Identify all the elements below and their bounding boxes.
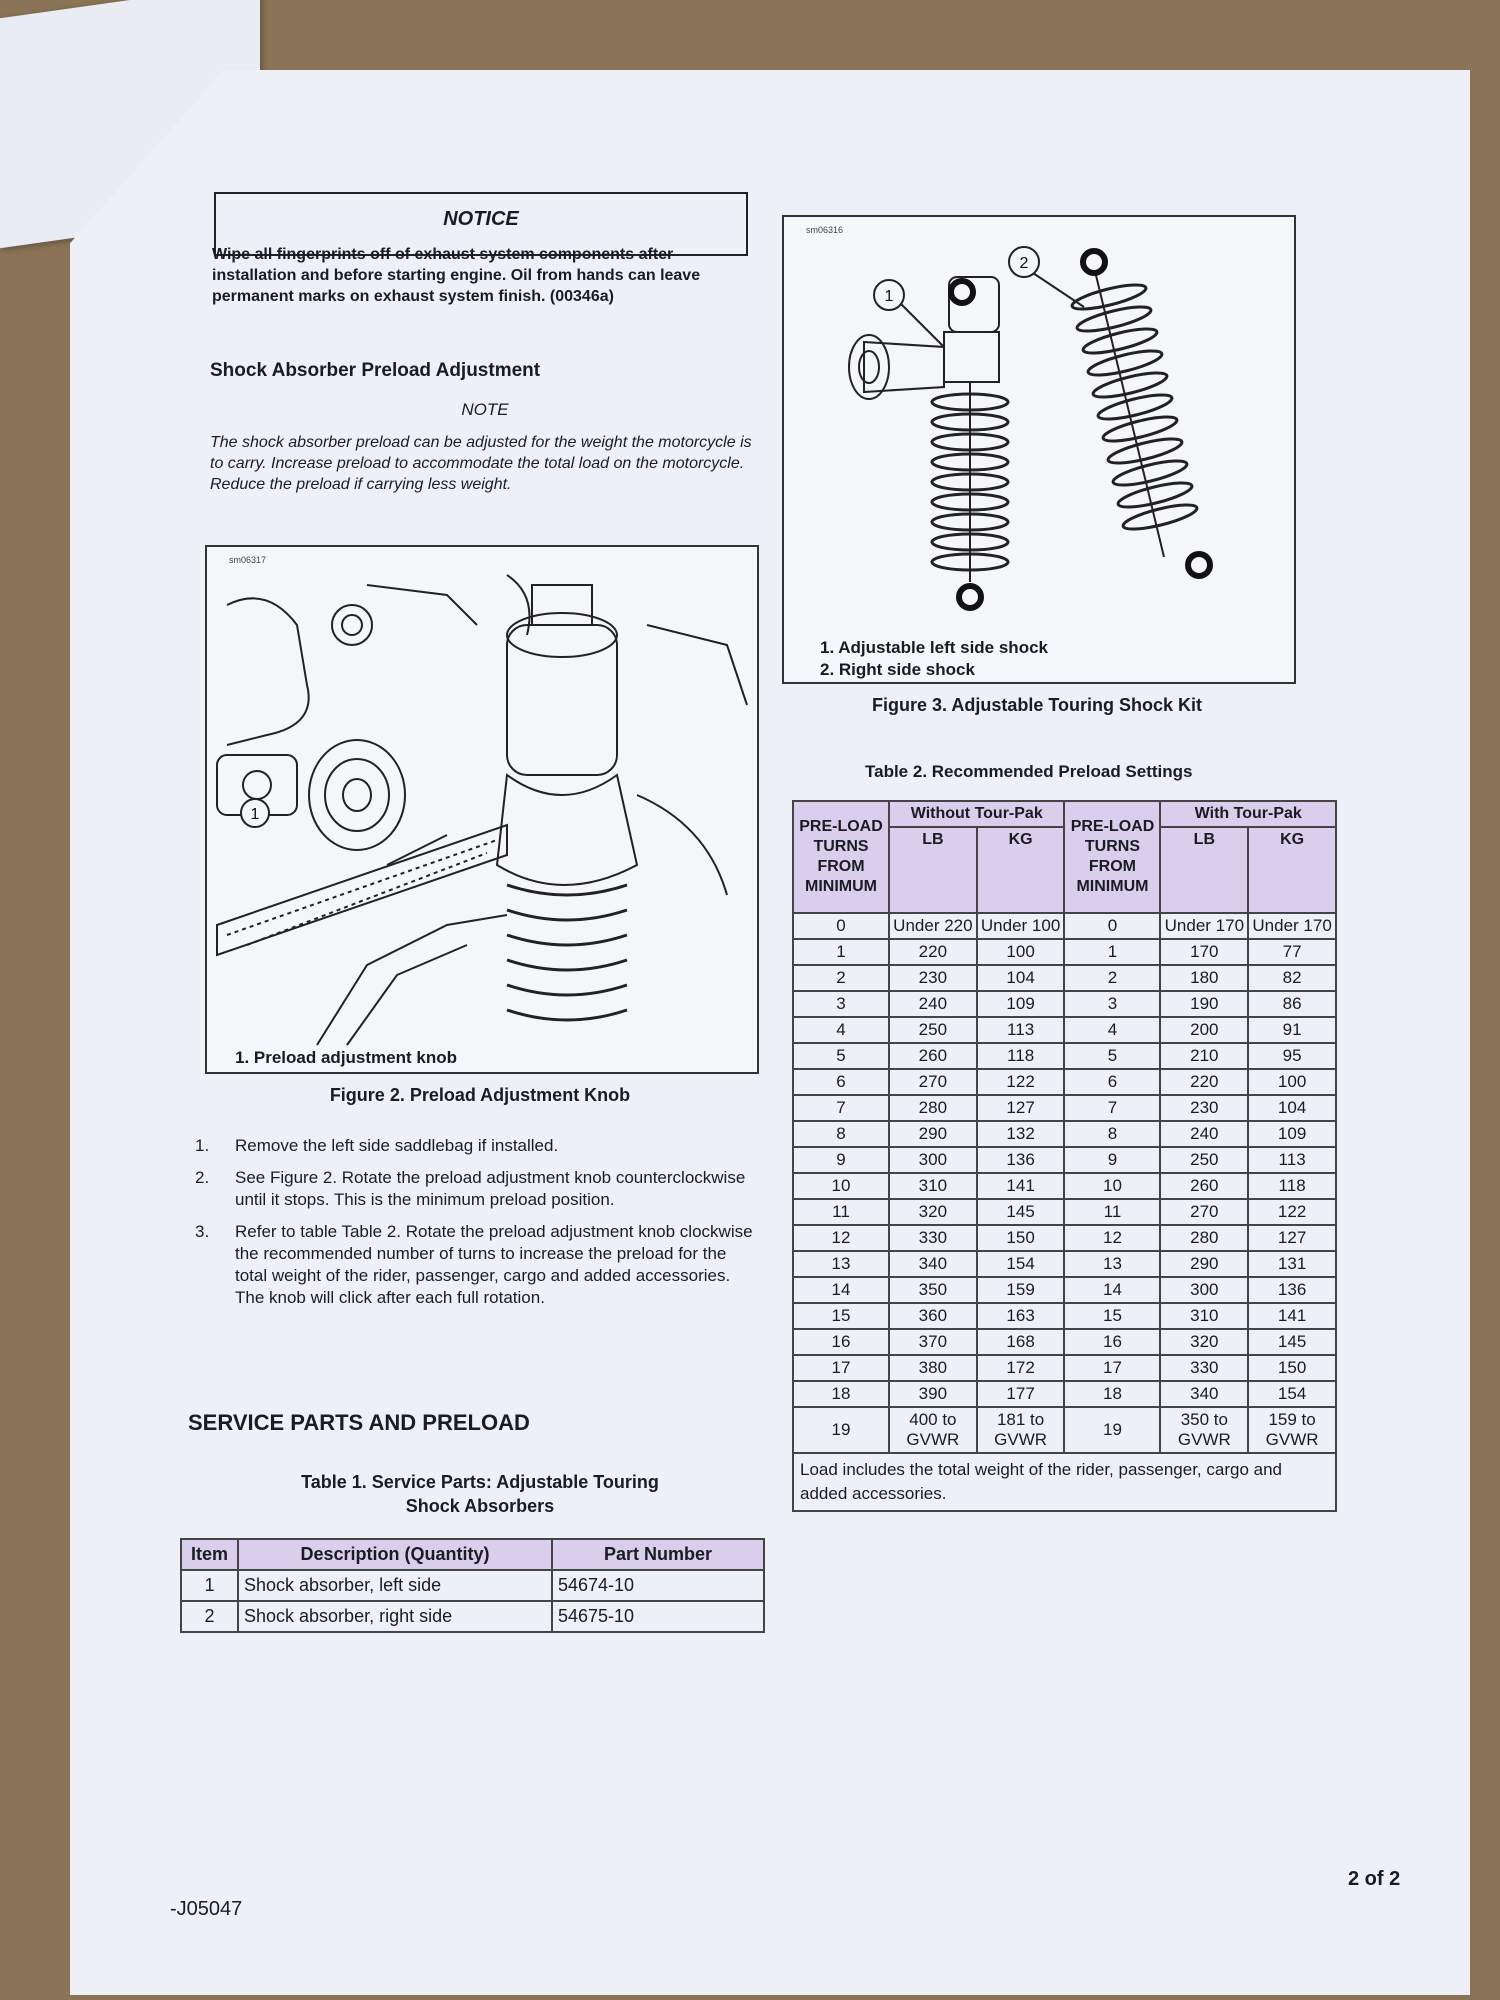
- table-cell: 14: [793, 1277, 889, 1303]
- table-row: [793, 1121, 1336, 1147]
- table-cell: 7: [1064, 1095, 1160, 1121]
- table-cell: 145: [977, 1199, 1065, 1225]
- table-row: [181, 1601, 764, 1632]
- step-text: Remove the left side saddlebag if installed.: [235, 1136, 559, 1155]
- table-cell: Under 170: [1160, 913, 1248, 939]
- table-row: [793, 1147, 1336, 1173]
- preload-knob-drawing: [207, 565, 753, 1055]
- table-1-title-line-1: Table 1. Service Parts: Adjustable Touring: [301, 1472, 659, 1492]
- table-cell: 109: [977, 991, 1065, 1017]
- table-cell: 122: [977, 1069, 1065, 1095]
- table-row: [793, 939, 1336, 965]
- table-2-header-preload-turns-with: PRE-LOAD TURNS FROM MINIMUM: [1064, 801, 1160, 913]
- table-cell: 100: [1248, 1069, 1336, 1095]
- figure-3-legend-1: 1. Adjustable left side shock: [820, 638, 1048, 657]
- notice-text: Wipe all fingerprints off of exhaust system components after installation and before starting engine. Oil from hands can leave permanent marks on exhaust system finish. (00346a): [212, 246, 701, 305]
- table-cell: 6: [793, 1069, 889, 1095]
- table-cell: 15: [793, 1303, 889, 1329]
- table-cell: 300: [1160, 1277, 1248, 1303]
- table-cell: 54675-10: [552, 1601, 764, 1632]
- table-cell: 270: [889, 1069, 977, 1095]
- table-cell: 240: [889, 991, 977, 1017]
- note-text: The shock absorber preload can be adjusted for the weight the motorcycle is to carry. Increase preload to accommodate the total load on the motorcycle. Reduce the preload if carrying less weight.: [210, 434, 752, 493]
- table-cell: Shock absorber, right side: [238, 1601, 552, 1632]
- step-item: [190, 1221, 760, 1309]
- figure-3-legend-2: 2. Right side shock: [820, 660, 975, 679]
- table-cell: 3: [1064, 991, 1160, 1017]
- preload-settings-table: [792, 800, 1337, 1512]
- step-item: [190, 1135, 760, 1157]
- table-cell: 8: [1064, 1121, 1160, 1147]
- table-cell: 290: [1160, 1251, 1248, 1277]
- table-cell: 260: [889, 1043, 977, 1069]
- table-1-title: [250, 1470, 710, 1518]
- table-cell: 340: [1160, 1381, 1248, 1407]
- table-cell: 1: [1064, 939, 1160, 965]
- figure-2-legend: 1. Preload adjustment knob: [235, 1048, 457, 1067]
- preload-heading: Shock Absorber Preload Adjustment: [210, 360, 541, 381]
- table-cell: 0: [1064, 913, 1160, 939]
- table-cell: 330: [889, 1225, 977, 1251]
- table-cell: 6: [1064, 1069, 1160, 1095]
- table-cell: 270: [1160, 1199, 1248, 1225]
- table-row: [793, 1043, 1336, 1069]
- table-cell: 141: [977, 1173, 1065, 1199]
- table-row: [181, 1570, 764, 1601]
- table-cell: 280: [1160, 1225, 1248, 1251]
- table-cell: 159: [977, 1277, 1065, 1303]
- step-text: Refer to table Table 2. Rotate the preload adjustment knob clockwise the recommended number of turns to increase the preload for the total weight of the rider, passenger, cargo and added accessories. The knob will click after each full rotation.: [235, 1222, 753, 1307]
- table-cell: 230: [1160, 1095, 1248, 1121]
- table-cell: 240: [1160, 1121, 1248, 1147]
- table-cell: 220: [889, 939, 977, 965]
- table-2-header-lb: LB: [889, 827, 977, 913]
- table-cell: 1: [793, 939, 889, 965]
- table-cell: 18: [793, 1381, 889, 1407]
- table-cell: 131: [1248, 1251, 1336, 1277]
- figure-3-caption: Figure 3. Adjustable Touring Shock Kit: [871, 695, 1203, 715]
- table-2-header-lb: LB: [1160, 827, 1248, 913]
- step-number: 3.: [195, 1222, 210, 1241]
- table-cell: 12: [1064, 1225, 1160, 1251]
- table-cell: 210: [1160, 1043, 1248, 1069]
- table-cell: Shock absorber, left side: [238, 1570, 552, 1601]
- table-2-title: Table 2. Recommended Preload Settings: [865, 762, 1193, 781]
- table-cell: 330: [1160, 1355, 1248, 1381]
- table-cell: 118: [977, 1043, 1065, 1069]
- table-cell: 5: [793, 1043, 889, 1069]
- table-cell: 82: [1248, 965, 1336, 991]
- table-cell: 136: [977, 1147, 1065, 1173]
- table-row: [793, 991, 1336, 1017]
- table-cell: 8: [793, 1121, 889, 1147]
- step-item: [190, 1167, 760, 1211]
- table-row: [793, 1407, 1336, 1453]
- figure-2-id: sm06317: [229, 555, 267, 565]
- table-cell: 4: [793, 1017, 889, 1043]
- note-title: NOTE: [461, 400, 509, 419]
- table-row: [793, 1199, 1336, 1225]
- table-cell: 163: [977, 1303, 1065, 1329]
- table-cell: 177: [977, 1381, 1065, 1407]
- table-cell: 181 to GVWR: [977, 1407, 1065, 1453]
- table-cell: 17: [1064, 1355, 1160, 1381]
- table-2-header-without-tour-pak: Without Tour-Pak: [889, 801, 1064, 827]
- table-cell: 320: [1160, 1329, 1248, 1355]
- table-cell: 127: [1248, 1225, 1336, 1251]
- table-cell: 11: [793, 1199, 889, 1225]
- table-row: [793, 913, 1336, 939]
- table-cell: 370: [889, 1329, 977, 1355]
- table-cell: 11: [1064, 1199, 1160, 1225]
- table-cell: 172: [977, 1355, 1065, 1381]
- table-cell: 5: [1064, 1043, 1160, 1069]
- table-cell: 310: [889, 1173, 977, 1199]
- procedure-steps: [190, 1135, 760, 1319]
- table-cell: 4: [1064, 1017, 1160, 1043]
- table-cell: 260: [1160, 1173, 1248, 1199]
- table-cell: Under 170: [1248, 913, 1336, 939]
- table-cell: 290: [889, 1121, 977, 1147]
- figure-3-callout-2: 2: [1019, 255, 1029, 272]
- table-row: [793, 1303, 1336, 1329]
- table-cell: 250: [889, 1017, 977, 1043]
- table-cell: 19: [793, 1407, 889, 1453]
- table-cell: 136: [1248, 1277, 1336, 1303]
- table-cell: 13: [793, 1251, 889, 1277]
- table-cell: 18: [1064, 1381, 1160, 1407]
- table-cell: 12: [793, 1225, 889, 1251]
- table-cell: 109: [1248, 1121, 1336, 1147]
- table-cell: 13: [1064, 1251, 1160, 1277]
- service-parts-table: [180, 1538, 765, 1633]
- table-cell: 3: [793, 991, 889, 1017]
- table-cell: 170: [1160, 939, 1248, 965]
- table-2-header-kg: KG: [1248, 827, 1336, 913]
- table-cell: 400 to GVWR: [889, 1407, 977, 1453]
- page-number: 2 of 2: [1348, 1868, 1401, 1890]
- table-cell: 113: [977, 1017, 1065, 1043]
- table-cell: 150: [1248, 1355, 1336, 1381]
- table-cell: 320: [889, 1199, 977, 1225]
- table-cell: 91: [1248, 1017, 1336, 1043]
- table-row: [793, 1329, 1336, 1355]
- table-cell: 16: [793, 1329, 889, 1355]
- table-1-header-part-number: Part Number: [552, 1539, 764, 1570]
- table-row: [793, 1277, 1336, 1303]
- figure-2-caption: Figure 2. Preload Adjustment Knob: [329, 1085, 631, 1105]
- table-cell: 100: [977, 939, 1065, 965]
- table-cell: 54674-10: [552, 1570, 764, 1601]
- table-cell: 159 to GVWR: [1248, 1407, 1336, 1453]
- table-1-title-line-2: Shock Absorbers: [405, 1496, 555, 1516]
- table-cell: 86: [1248, 991, 1336, 1017]
- table-cell: 7: [793, 1095, 889, 1121]
- table-2-footnote: Load includes the total weight of the rider, passenger, cargo and added accessories.: [793, 1453, 1336, 1511]
- table-1-header-item: Item: [181, 1539, 238, 1570]
- table-cell: 141: [1248, 1303, 1336, 1329]
- table-cell: 360: [889, 1303, 977, 1329]
- table-row: [793, 1251, 1336, 1277]
- step-number: 2.: [195, 1168, 210, 1187]
- table-row: [793, 1381, 1336, 1407]
- figure-2-illustration: [205, 545, 759, 1074]
- table-cell: 16: [1064, 1329, 1160, 1355]
- table-2-header-kg: KG: [977, 827, 1065, 913]
- table-cell: 380: [889, 1355, 977, 1381]
- table-2-header-preload-turns: PRE-LOAD TURNS FROM MINIMUM: [793, 801, 889, 913]
- table-cell: 154: [1248, 1381, 1336, 1407]
- table-cell: 350: [889, 1277, 977, 1303]
- table-cell: 340: [889, 1251, 977, 1277]
- table-cell: 10: [1064, 1173, 1160, 1199]
- table-cell: 17: [793, 1355, 889, 1381]
- table-cell: 14: [1064, 1277, 1160, 1303]
- table-cell: 15: [1064, 1303, 1160, 1329]
- table-cell: 390: [889, 1381, 977, 1407]
- table-cell: 2: [1064, 965, 1160, 991]
- table-row: [793, 1355, 1336, 1381]
- table-cell: 280: [889, 1095, 977, 1121]
- notice-title: NOTICE: [443, 208, 519, 230]
- table-row: [793, 1069, 1336, 1095]
- table-1-header-description: Description (Quantity): [238, 1539, 552, 1570]
- table-cell: 118: [1248, 1173, 1336, 1199]
- table-cell: 9: [1064, 1147, 1160, 1173]
- table-cell: 220: [1160, 1069, 1248, 1095]
- table-cell: 9: [793, 1147, 889, 1173]
- table-cell: 122: [1248, 1199, 1336, 1225]
- table-cell: 180: [1160, 965, 1248, 991]
- figure-3-illustration: [782, 215, 1296, 684]
- table-cell: 154: [977, 1251, 1065, 1277]
- table-cell: Under 100: [977, 913, 1065, 939]
- table-row: [793, 1173, 1336, 1199]
- table-cell: 104: [1248, 1095, 1336, 1121]
- table-cell: 2: [181, 1601, 238, 1632]
- table-cell: 168: [977, 1329, 1065, 1355]
- service-parts-heading: SERVICE PARTS AND PRELOAD: [188, 1410, 530, 1435]
- table-cell: 113: [1248, 1147, 1336, 1173]
- table-cell: 230: [889, 965, 977, 991]
- table-cell: 145: [1248, 1329, 1336, 1355]
- table-cell: 127: [977, 1095, 1065, 1121]
- table-cell: 132: [977, 1121, 1065, 1147]
- table-cell: 300: [889, 1147, 977, 1173]
- table-cell: 0: [793, 913, 889, 939]
- table-cell: 310: [1160, 1303, 1248, 1329]
- table-cell: 95: [1248, 1043, 1336, 1069]
- table-cell: 350 to GVWR: [1160, 1407, 1248, 1453]
- table-cell: 250: [1160, 1147, 1248, 1173]
- table-cell: 2: [793, 965, 889, 991]
- table-cell: 200: [1160, 1017, 1248, 1043]
- step-text: See Figure 2. Rotate the preload adjustment knob counterclockwise until it stops. This is the minimum preload position.: [235, 1168, 746, 1209]
- table-cell: 77: [1248, 939, 1336, 965]
- table-cell: 19: [1064, 1407, 1160, 1453]
- table-cell: 1: [181, 1570, 238, 1601]
- figure-2-callout: 1: [250, 806, 260, 823]
- step-number: 1.: [195, 1136, 210, 1155]
- table-cell: 190: [1160, 991, 1248, 1017]
- table-row: [793, 1095, 1336, 1121]
- table-2-header-with-tour-pak: With Tour-Pak: [1160, 801, 1336, 827]
- figure-3-callout-1: 1: [884, 288, 894, 305]
- table-cell: 150: [977, 1225, 1065, 1251]
- touring-shock-kit-drawing: [784, 217, 1290, 617]
- table-row: [793, 965, 1336, 991]
- document-id: -J05047: [170, 1898, 243, 1920]
- table-cell: 10: [793, 1173, 889, 1199]
- table-cell: 104: [977, 965, 1065, 991]
- table-row: [793, 1017, 1336, 1043]
- table-row: [793, 1225, 1336, 1251]
- table-cell: Under 220: [889, 913, 977, 939]
- figure-3-id: sm06316: [806, 225, 844, 235]
